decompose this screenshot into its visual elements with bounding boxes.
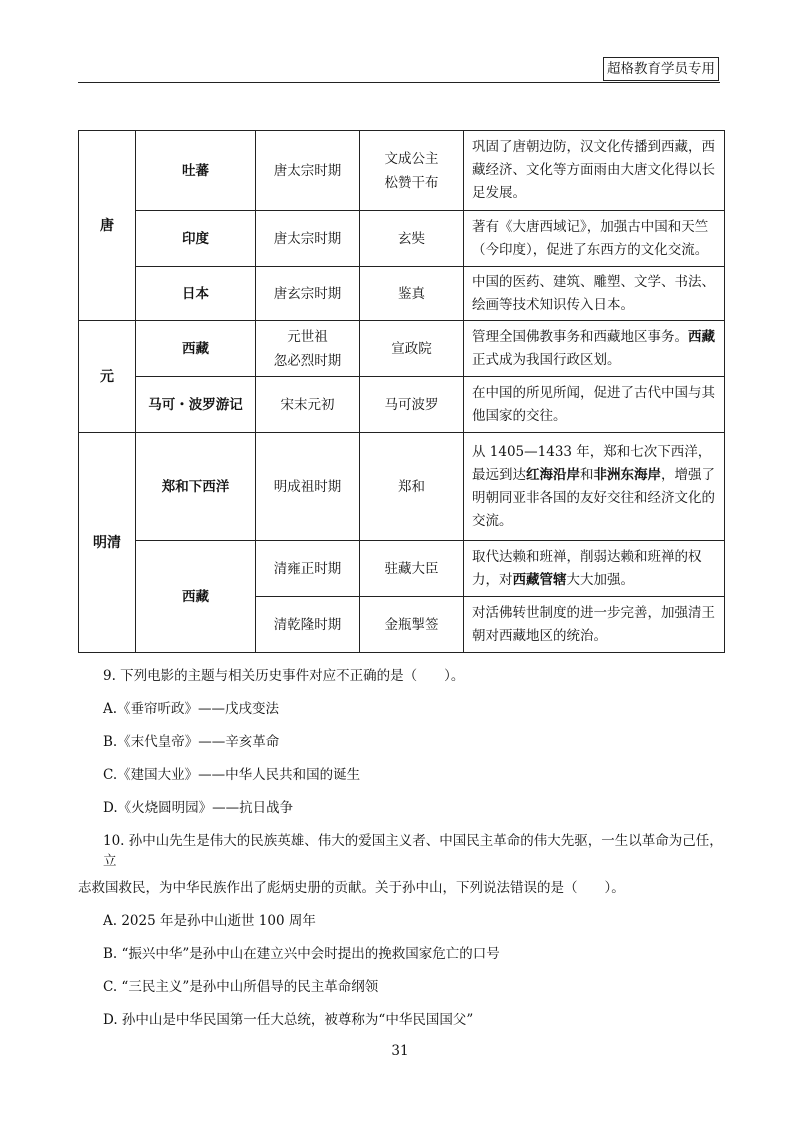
question-9-option-d: D.《火烧圆明园》——抗日战争 bbox=[103, 800, 294, 816]
header-divider bbox=[78, 82, 720, 83]
figure-cell: 郑和 bbox=[360, 433, 464, 541]
header-tag: 超格教育学员专用 bbox=[603, 57, 719, 81]
figure-cell: 文成公主 松赞干布 bbox=[360, 131, 464, 211]
figure-cell: 金瓶掣签 bbox=[360, 597, 464, 653]
question-10-option-c: C. “三民主义”是孙中山所倡导的民主革命纲领 bbox=[103, 979, 379, 995]
description-cell: 取代达赖和班禅，削弱达赖和班禅的权力，对西藏管辖大大加强。 bbox=[464, 541, 725, 597]
description-cell: 著有《大唐西域记》，加强古中国和天竺（今印度），促进了东西方的文化交流。 bbox=[464, 211, 725, 267]
period-cell: 唐太宗时期 bbox=[256, 131, 360, 211]
question-9-option-c: C.《建国大业》——中华人民共和国的诞生 bbox=[103, 767, 361, 783]
question-10-option-b: B. “振兴中华”是孙中山在建立兴中会时提出的挽救国家危亡的口号 bbox=[103, 946, 500, 962]
period-cell: 明成祖时期 bbox=[256, 433, 360, 541]
topic-cell: 西藏 bbox=[136, 541, 256, 653]
question-10-stem: 10. 孙中山先生是伟大的民族英雄、伟大的爱国主义者、中国民主革命的伟大先驱，一生以革命为己任，立 志救国救民，为中华民族作出了彪炳史册的贡献。关于孙中山，下列说法错误的是（ ）。 bbox=[78, 833, 723, 896]
table-row bbox=[79, 433, 725, 541]
period-cell: 唐太宗时期 bbox=[256, 211, 360, 267]
table-row bbox=[79, 131, 725, 211]
topic-cell: 吐蕃 bbox=[136, 131, 256, 211]
table-row bbox=[79, 377, 725, 433]
table-row bbox=[79, 267, 725, 321]
figure-cell: 驻藏大臣 bbox=[360, 541, 464, 597]
table-row bbox=[79, 541, 725, 597]
topic-cell: 马可・波罗游记 bbox=[136, 377, 256, 433]
era-cell: 明清 bbox=[79, 433, 136, 653]
description-cell: 管理全国佛教事务和西藏地区事务。西藏正式成为我国行政区划。 bbox=[464, 321, 725, 377]
question-9-option-a: A.《垂帘听政》——戊戌变法 bbox=[103, 701, 280, 717]
history-table bbox=[78, 130, 725, 653]
topic-cell: 郑和下西洋 bbox=[136, 433, 256, 541]
question-10-option-d: D. 孙中山是中华民国第一任大总统，被尊称为“中华民国国父” bbox=[103, 1012, 474, 1028]
topic-cell: 西藏 bbox=[136, 321, 256, 377]
question-9-option-b: B.《末代皇帝》——辛亥革命 bbox=[103, 734, 280, 750]
questions-section bbox=[78, 666, 723, 1043]
era-cell: 唐 bbox=[79, 131, 136, 321]
description-cell: 从 1405—1433 年，郑和七次下西洋，最远到达红海沿岸和非洲东海岸，增强了明朝同亚非各国的友好交往和经济文化的交流。 bbox=[464, 433, 725, 541]
figure-cell: 鉴真 bbox=[360, 267, 464, 321]
period-cell: 宋末元初 bbox=[256, 377, 360, 433]
topic-cell: 印度 bbox=[136, 211, 256, 267]
description-cell: 对活佛转世制度的进一步完善，加强清王朝对西藏地区的统治。 bbox=[464, 597, 725, 653]
description-cell: 中国的医药、建筑、雕塑、文学、书法、绘画等技术知识传入日本。 bbox=[464, 267, 725, 321]
page-number: 31 bbox=[391, 1043, 409, 1059]
question-10-option-a: A. 2025 年是孙中山逝世 100 周年 bbox=[103, 913, 316, 929]
period-cell: 唐玄宗时期 bbox=[256, 267, 360, 321]
question-9-stem: 9. 下列电影的主题与相关历史事件对应不正确的是（ ）。 bbox=[103, 668, 465, 684]
period-cell: 清雍正时期 bbox=[256, 541, 360, 597]
description-cell: 巩固了唐朝边防，汉文化传播到西藏，西藏经济、文化等方面雨由大唐文化得以长足发展。 bbox=[464, 131, 725, 211]
figure-cell: 玄奘 bbox=[360, 211, 464, 267]
era-cell: 元 bbox=[79, 321, 136, 433]
period-cell: 清乾隆时期 bbox=[256, 597, 360, 653]
topic-cell: 日本 bbox=[136, 267, 256, 321]
table-row bbox=[79, 321, 725, 377]
description-cell: 在中国的所见所闻，促进了古代中国与其他国家的交往。 bbox=[464, 377, 725, 433]
figure-cell: 宣政院 bbox=[360, 321, 464, 377]
figure-cell: 马可波罗 bbox=[360, 377, 464, 433]
table-row bbox=[79, 211, 725, 267]
period-cell: 元世祖 忽必烈时期 bbox=[256, 321, 360, 377]
